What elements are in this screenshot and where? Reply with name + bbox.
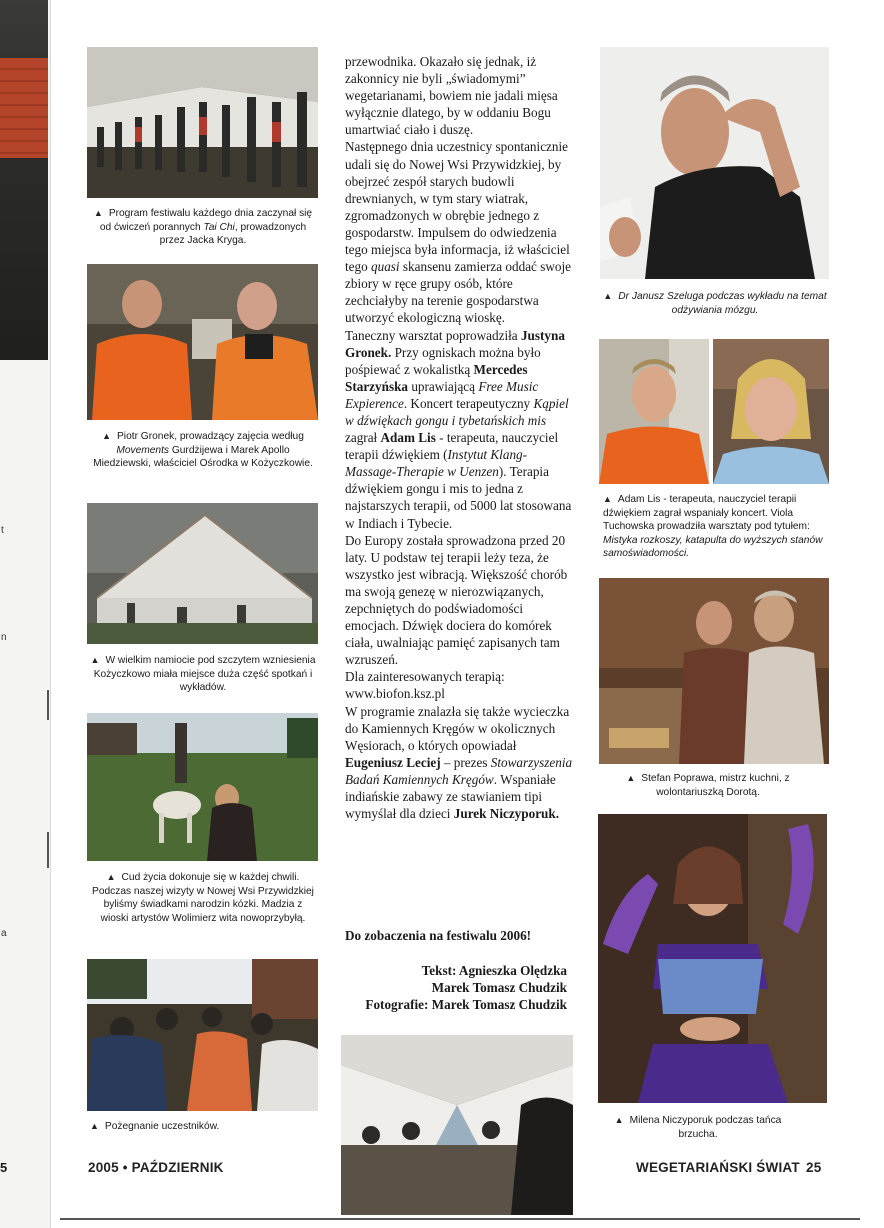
photo-adam-lis — [599, 339, 709, 484]
photo-viola-tuchowska — [713, 339, 829, 484]
triangle-marker-icon: ▲ — [93, 208, 103, 218]
previous-page-letter: n — [1, 632, 7, 643]
caption-lis-viola: ▲ Adam Lis - terapeuta, nauczyciel terapii dźwiękiem zagrał wspaniały koncert. Viola Tuchowska prowadziła warsztaty pod tytułem: Mistyka rozkoszy, katapulta do wyższych stanów samoświadomości. — [603, 494, 823, 559]
triangle-marker-icon: ▲ — [90, 1121, 99, 1131]
closing-line: Do zobaczenia na festiwalu 2006! — [345, 928, 532, 943]
triangle-marker-icon: ▲ — [614, 1115, 624, 1125]
previous-page-letter: a — [1, 928, 7, 939]
photo-farewell — [87, 959, 318, 1111]
caption-tent: ▲ W wielkim namiocie pod szczytem wzniesienia Kożyczkowo miała miejsce duża część spotkań i wykładów. — [90, 655, 316, 693]
caption-kitchen: ▲ Stefan Poprawa, mistrz kuchni, z wolontariuszką Dorotą. — [626, 773, 790, 798]
caption-szeluga: ▲ Dr Janusz Szeluga podczas wykładu na temat odżywiania mózgu. — [603, 291, 827, 316]
spine-mark — [47, 690, 49, 720]
triangle-marker-icon: ▲ — [102, 431, 112, 441]
article-paragraph: W programie znalazła się także wycieczka do Kamiennych Kręgów w okolicznych Węsiorach, o których opowiadał Eugeniusz Leciej – prezes Stowarzyszenia Badań Kamiennych Kręgów. Wspaniałe indiańskie zabawy ze stawianiem tipi wymyślał dla dzieci Jurek Niczyporuk. — [345, 703, 573, 822]
caption-dance: ▲ Milena Niczyporuk podczas tańca brzucha. — [614, 1115, 782, 1140]
triangle-marker-icon: ▲ — [90, 655, 100, 665]
footer-issue: 2005 • PAŹDZIERNIK — [88, 1160, 224, 1175]
photo-goat — [87, 713, 318, 861]
page-number: 25 — [806, 1160, 822, 1175]
credit-line: Tekst: Agnieszka Olędzka — [421, 963, 567, 978]
photo-tent-interior — [341, 1035, 573, 1215]
article-paragraph: Następnego dnia uczestnicy spontanicznie udali się do Nowej Wsi Przywidzkiej, by obejrzeć zespół starych budowli drewnianych, w tym stary wiatrak, zgromadzonych w obrębie jednego z gospodarstw. Impulsem do odwiedzenia tego miejsca była informacja, iż właściciel tego quasi skansenu zamierza oddać swoje zbiory w ręce grupy osób, które zechciałyby na terenie gospodarstwa utworzyć ekologiczną wioskę. — [345, 139, 571, 326]
previous-page-photo — [0, 0, 48, 360]
photo-gronek-miedziewski — [87, 264, 318, 420]
photo-szeluga — [600, 47, 829, 279]
photo-kitchen — [599, 578, 829, 764]
credit-line: Fotografie: Marek Tomasz Chudzik — [365, 997, 567, 1012]
spine-mark — [47, 832, 49, 868]
previous-page-number: 5 — [0, 1160, 8, 1175]
triangle-marker-icon: ▲ — [603, 494, 612, 504]
article-paragraph: Taneczny warsztat poprowadziła Justyna Gronek. Przy ogniskach można było pośpiewać z wokalistką Mercedes Starzyńska uprawiającą Free Music Expierence. Koncert terapeutyczny Kąpiel w dźwiękach gongu i tybetańskich mis zagrał Adam Lis - terapeuta, nauczyciel terapii dźwiękiem (Instytut Klang-Massage-Therapie w Uenzen). Terapia dźwiękiem gongu i mis to jedna z najstarszych terapii, od 5000 lat stosowana w Indiach i Tybecie. — [345, 327, 572, 531]
caption-tai-chi: ▲ Program festiwalu każdego dnia zaczynał się od ćwiczeń porannych Tai Chi, prowadzonych przez Jacka Kryga. — [93, 208, 313, 246]
credits — [345, 962, 567, 1013]
article-body — [345, 53, 577, 822]
triangle-marker-icon: ▲ — [603, 291, 613, 301]
credit-line: Marek Tomasz Chudzik — [431, 980, 567, 995]
triangle-marker-icon: ▲ — [106, 872, 116, 882]
photo-tai-chi — [87, 47, 318, 198]
caption-goat: ▲ Cud życia dokonuje się w każdej chwili. Podczas naszej wizyty w Nowej Wsi Przywidzkiej byliśmy świadkami narodzin kózki. Madzia z wioski artystów Wolimierz wita nowoprzybyłą. — [92, 872, 314, 924]
previous-page-photo-detail — [0, 58, 48, 158]
article-paragraph: przewodnika. Okazało się jednak, iż zakonnicy nie byli „świadomymi” wegetarianami, bowiem nie jadali mięsa wyłącznie dlatego, by w oddaniu Bogu umartwiać ciało i duszę. — [345, 54, 558, 138]
article-paragraph: Do Europy została sprowadzona przed 20 laty. U podstaw tej terapii leży teza, że wszystko jest wibracją. Większość chorób ma swoją genezę w nierozwiązanych, zepchniętych do podświadomości emocjach. Dźwięk dociera do komórek ciała, uwalniając pamięć zapisanych tam wzruszeń. — [345, 532, 568, 668]
previous-page-letter: t — [1, 525, 4, 536]
footer-magazine-title: WEGETARIAŃSKI ŚWIAT — [636, 1160, 800, 1175]
page-bottom-edge — [60, 1218, 860, 1220]
article-link-paragraph: Dla zainteresowanych terapią: www.biofon.ksz.pl — [345, 669, 505, 702]
photo-belly-dance — [598, 814, 827, 1103]
caption-gronek: ▲ Piotr Gronek, prowadzący zajęcia według Movements Gurdżijewa i Marek Apollo Miedziewski, właściciel Ośrodka w Kożyczkowie. — [93, 431, 313, 469]
caption-farewell: ▲ Pożegnanie uczestników. — [90, 1121, 220, 1132]
photo-big-tent — [87, 503, 318, 644]
triangle-marker-icon: ▲ — [626, 773, 636, 783]
